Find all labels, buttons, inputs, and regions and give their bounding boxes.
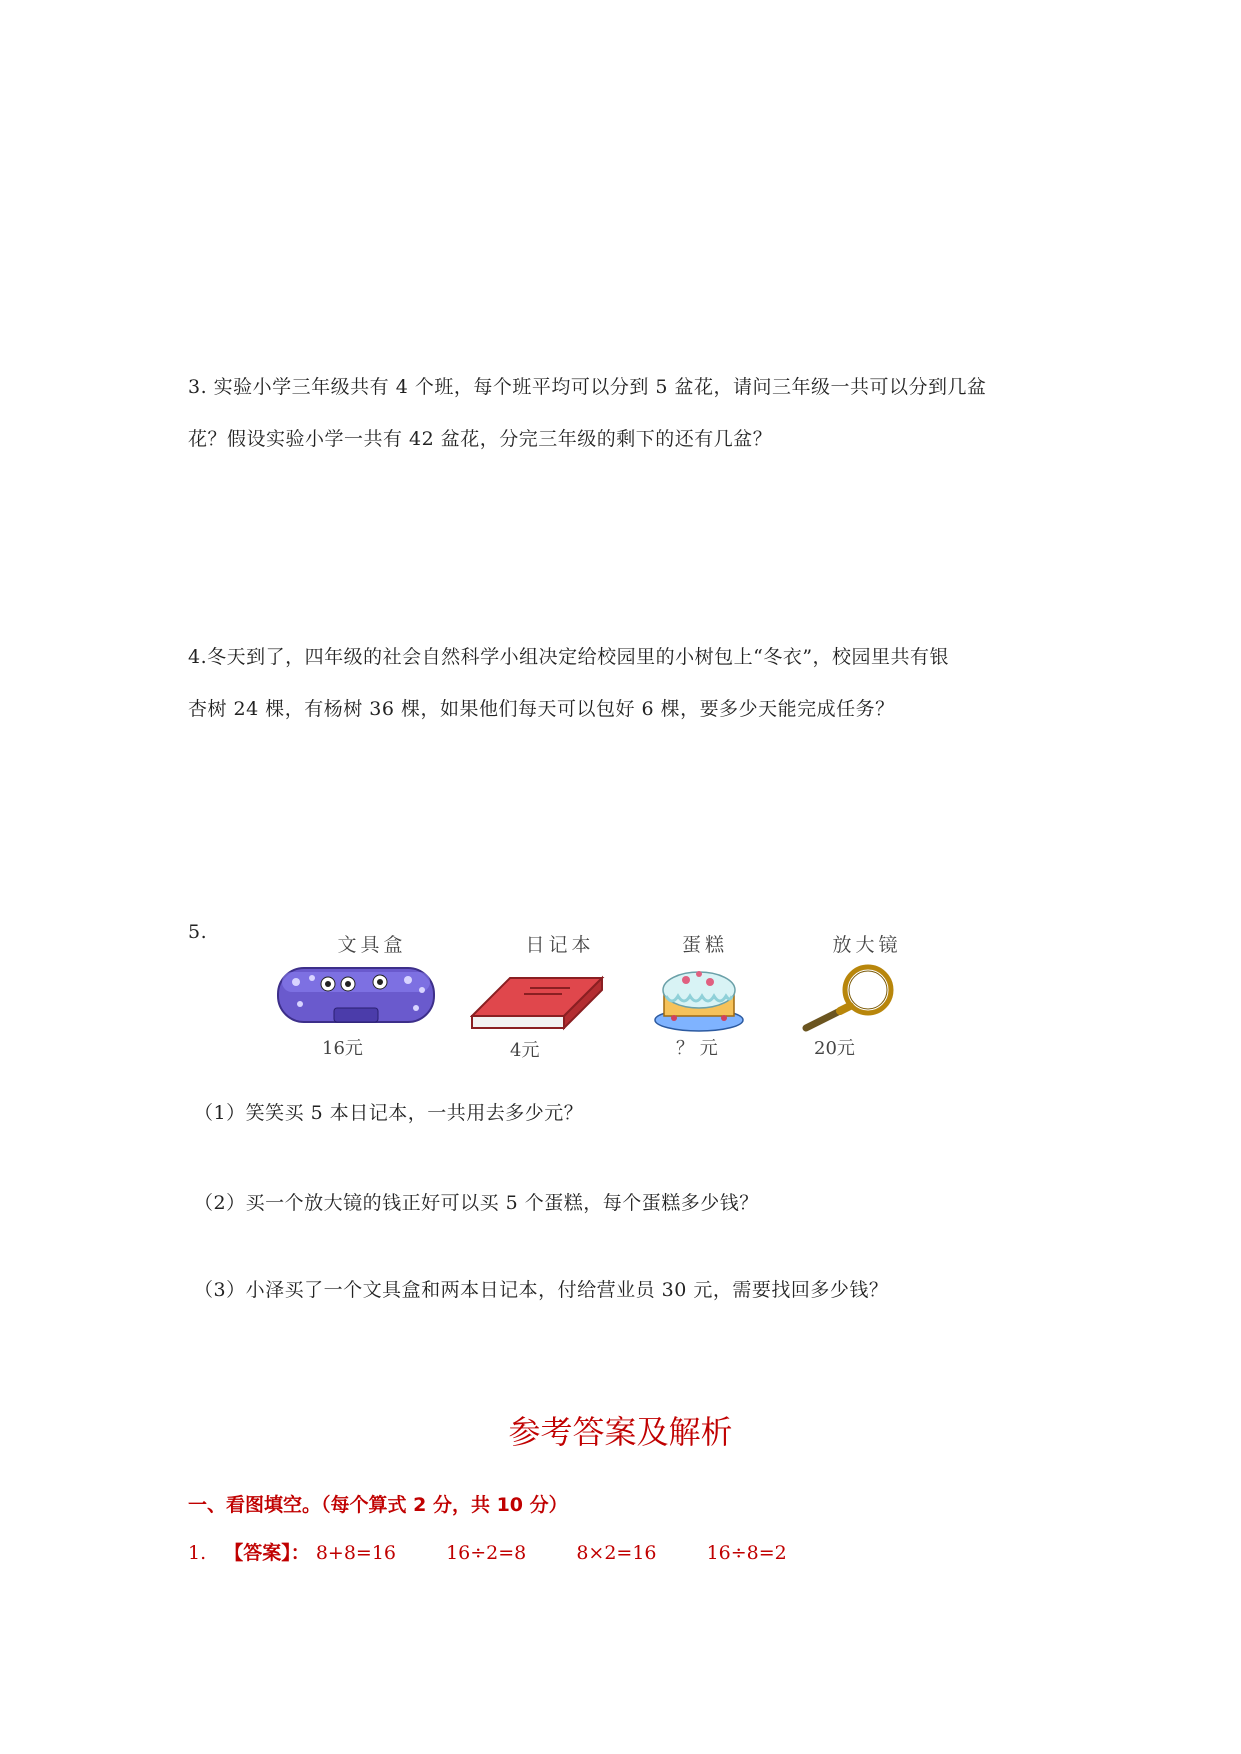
question-5-sub-1: （1）笑笑买 5 本日记本，一共用去多少元？ [194,1102,584,1124]
item-magnifier [812,930,922,957]
item-price: 4元 [510,1040,540,1061]
cake-icon [652,960,747,1034]
item-name: 文具盒 [337,934,407,956]
answers-section-1-heading: 一、看图填空。（每个算式 2 分，共 10 分） [188,1494,568,1516]
magnifier-icon [800,962,900,1034]
question-5-sub-3: （3）小泽买了一个文具盒和两本日记本，付给营业员 30 元，需要找回多少钱？ [194,1279,889,1301]
item-name: 日记本 [525,934,595,956]
answers-title: 参考答案及解析 [508,1413,733,1451]
question-4-line-1: 4.冬天到了，四年级的社会自然科学小组决定给校园里的小树包上“冬衣”，校园里共有银 [188,646,950,668]
question-5-number: 5. [188,921,208,943]
answer-number: 1. [188,1542,207,1564]
answer-equation: 16÷8=2 [706,1542,787,1564]
item-name: 蛋糕 [681,934,728,956]
question-3-line-2: 花？假设实验小学一共有 42 盆花，分完三年级的剩下的还有几盆？ [188,428,773,450]
question-3-line-1: 3. 实验小学三年级共有 4 个班，每个班平均可以分到 5 盆花，请问三年级一共可以分到几盆 [188,376,987,398]
item-price: ？ 元 [676,1038,718,1059]
answer-equation: 16÷2=8 [446,1542,527,1564]
answer-equation: 8×2=16 [576,1542,657,1564]
pencil-case-icon [276,964,436,1026]
question-4-line-2: 杏树 24 棵，有杨树 36 棵，如果他们每天可以包好 6 棵，要多少天能完成任务？ [188,698,895,720]
question-5-sub-2: （2）买一个放大镜的钱正好可以买 5 个蛋糕，每个蛋糕多少钱？ [194,1192,759,1214]
item-diary [490,930,630,957]
diary-book-icon [470,974,605,1034]
item-cake [660,930,750,957]
item-price: 16元 [322,1038,363,1059]
answer-1 [188,1538,831,1565]
answer-tag: 【答案】： [224,1542,310,1564]
answer-equation: 8+8=16 [315,1542,397,1564]
item-name: 放大镜 [832,934,902,956]
item-price: 20元 [814,1038,855,1059]
item-pencil-case [272,930,442,957]
